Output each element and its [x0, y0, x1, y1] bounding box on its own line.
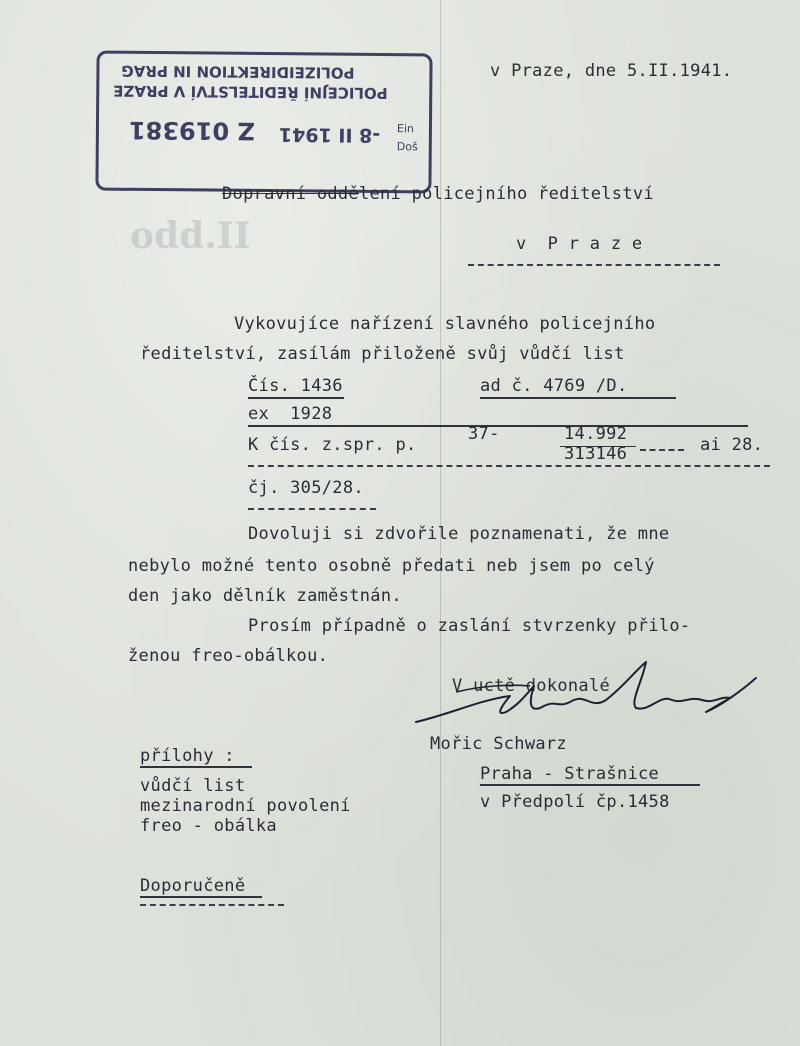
attachment-item: freo - obálka: [140, 816, 277, 836]
paragraph-2-line-1: Dovoluji si zdvořile poznamenati, že mne: [248, 524, 670, 544]
reference-number-top: 14.992: [564, 424, 628, 444]
paragraph-2-line-2: nebylo možné tento osobně předati neb jsem po celý: [128, 556, 655, 576]
reference-dash-fill: [640, 449, 684, 451]
paper-fold: [440, 0, 441, 1046]
stamp-side-label-1: Ein: [396, 122, 414, 136]
handwritten-signature: [410, 656, 770, 736]
reference-k: K čís. z.spr. p.: [248, 435, 417, 455]
addressee-city: v P r a z e: [516, 234, 643, 254]
paragraph-3-line-2: ženou freo-obálkou.: [128, 646, 329, 666]
sender-address-underline: [480, 784, 700, 786]
addressee-line-1: [222, 184, 654, 204]
paragraph-1-line-2: ředitelství, zasílám přiloženě svůj vůdčí list: [140, 344, 625, 364]
stamp-date: -8 II 1941: [278, 123, 381, 147]
addressee-dashed-rule: [468, 264, 720, 266]
reference-cj: čj. 305/28.: [248, 478, 364, 498]
registered-underline: [140, 896, 262, 898]
reference-37: 37-: [468, 424, 500, 444]
paragraph-2-line-3: den jako dělník zaměstnán.: [128, 586, 402, 606]
stamp-side-label-2: Doš: [396, 140, 418, 154]
stamp-line-2: POLICEJNÍ ŘEDITELSTVÍ V PRAZE: [113, 81, 388, 103]
stamp-line-1: POLIZEIDIREKTION IN PRAG: [121, 61, 355, 82]
bleed-through-mark: odd.II: [130, 215, 251, 257]
sender-name: Mořic Schwarz: [430, 734, 567, 754]
attachment-item: vůdčí list: [140, 776, 246, 796]
reference-ex: ex 1928: [248, 404, 333, 424]
reference-ad-underline: [480, 397, 676, 399]
paragraph-3-line-1: Prosím případně o zaslání stvrzenky přilo-: [248, 616, 691, 636]
registered-dashed-rule: [140, 904, 284, 906]
sender-address-2: v Předpolí čp.1458: [480, 792, 670, 812]
reference-cis: Čís. 1436: [248, 376, 343, 396]
reference-number-bottom: 313146: [564, 444, 628, 464]
reference-ad: ad č. 4769 /D.: [480, 376, 628, 396]
reference-dashed-rule: [248, 465, 770, 467]
place-date: v Praze, dne 5.II.1941.: [490, 61, 733, 81]
sender-address-1: Praha - Strašnice: [480, 764, 660, 784]
addressee-text: lení policejního ředitelství: [358, 184, 654, 204]
closing-greeting: V uctě dokonalé: [452, 676, 611, 696]
reference-ai: ai 28.: [700, 435, 764, 455]
reference-cj-dashed-rule: [248, 508, 376, 510]
addressee-struck-text: Dopravní oddě: [222, 184, 359, 204]
reference-cis-underline: [248, 397, 344, 399]
paragraph-1-line-1: Vykovujíce nařízení slavného policejního: [234, 314, 656, 334]
registered-mail-note: Doporučeně: [140, 876, 246, 896]
registry-stamp: [95, 51, 432, 194]
attachment-item: mezinarodní povolení: [140, 796, 351, 816]
stamp-number: Z 019381: [128, 115, 255, 145]
attachments-heading-underline: [140, 766, 252, 768]
attachments-heading: přílohy :: [140, 746, 235, 766]
